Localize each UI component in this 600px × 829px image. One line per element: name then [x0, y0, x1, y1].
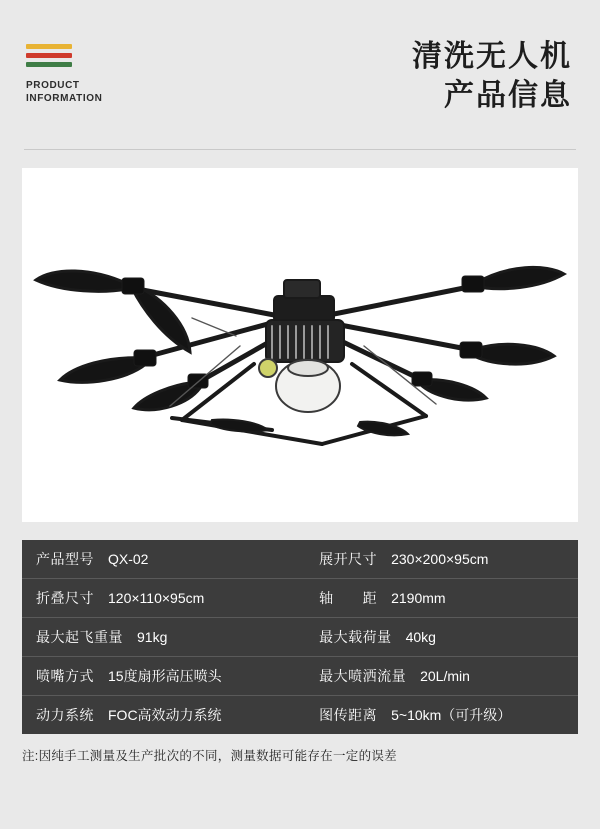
logo-bar-green-icon [26, 62, 72, 67]
page-title-line1: 清洗无人机 [412, 40, 572, 73]
spec-label: 图传距离 [319, 707, 378, 723]
spec-cell-right [311, 627, 578, 647]
spec-cell-left [22, 627, 311, 647]
spec-value: 91kg [137, 629, 168, 645]
table-row [22, 696, 578, 734]
spec-label: 动力系统 [36, 707, 94, 723]
spec-cell-right [311, 666, 578, 686]
table-row [22, 657, 578, 696]
spec-value: 120×110×95cm [108, 590, 205, 606]
spec-cell-right [311, 588, 578, 608]
spec-label: 展开尺寸 [319, 551, 378, 567]
spec-label: 喷嘴方式 [36, 668, 94, 684]
spec-cell-right [311, 549, 578, 569]
spec-value: 230×200×95cm [391, 551, 489, 567]
spec-cell-left [22, 588, 311, 608]
spec-cell-left [22, 666, 311, 686]
logo-caption [26, 79, 146, 105]
spec-cell-right [311, 705, 578, 725]
spec-value: 20L/min [420, 668, 470, 684]
product-photo [22, 168, 578, 522]
page-title-line2: 产品信息 [444, 79, 572, 112]
specification-table [22, 540, 578, 734]
page-header [0, 0, 600, 150]
spec-cell-left [22, 705, 311, 725]
spec-value: 5~10km（可升级） [391, 707, 512, 723]
table-row [22, 540, 578, 579]
brand-logo [26, 44, 146, 105]
spec-label: 产品型号 [36, 551, 94, 567]
spec-label: 最大载荷量 [319, 629, 392, 645]
measurement-note: 注:因纯手工测量及生产批次的不同，测量数据可能存在一定的误差 [22, 749, 397, 763]
spec-value: QX-02 [108, 551, 149, 567]
header-divider [24, 149, 576, 150]
table-row [22, 579, 578, 618]
logo-bars-icon [26, 44, 72, 67]
spec-value: 40kg [405, 629, 436, 645]
page-title [412, 38, 576, 116]
logo-bar-red-icon [26, 53, 72, 58]
spec-label: 最大起飞重量 [36, 629, 123, 645]
spec-value: FOC高效动力系统 [108, 707, 222, 723]
logo-caption-line1: PRODUCT [26, 80, 80, 91]
spec-value: 2190mm [391, 590, 446, 606]
spec-label: 轴 距 [319, 590, 378, 606]
logo-bar-yellow-icon [26, 44, 72, 49]
logo-caption-line2: INFORMATION [26, 93, 103, 104]
spec-value: 15度扇形高压喷头 [108, 668, 222, 684]
spec-label: 折叠尺寸 [36, 590, 94, 606]
table-row [22, 618, 578, 657]
spec-cell-left [22, 549, 311, 569]
drone-illustration-icon [22, 168, 578, 522]
spec-label: 最大喷洒流量 [319, 668, 407, 684]
